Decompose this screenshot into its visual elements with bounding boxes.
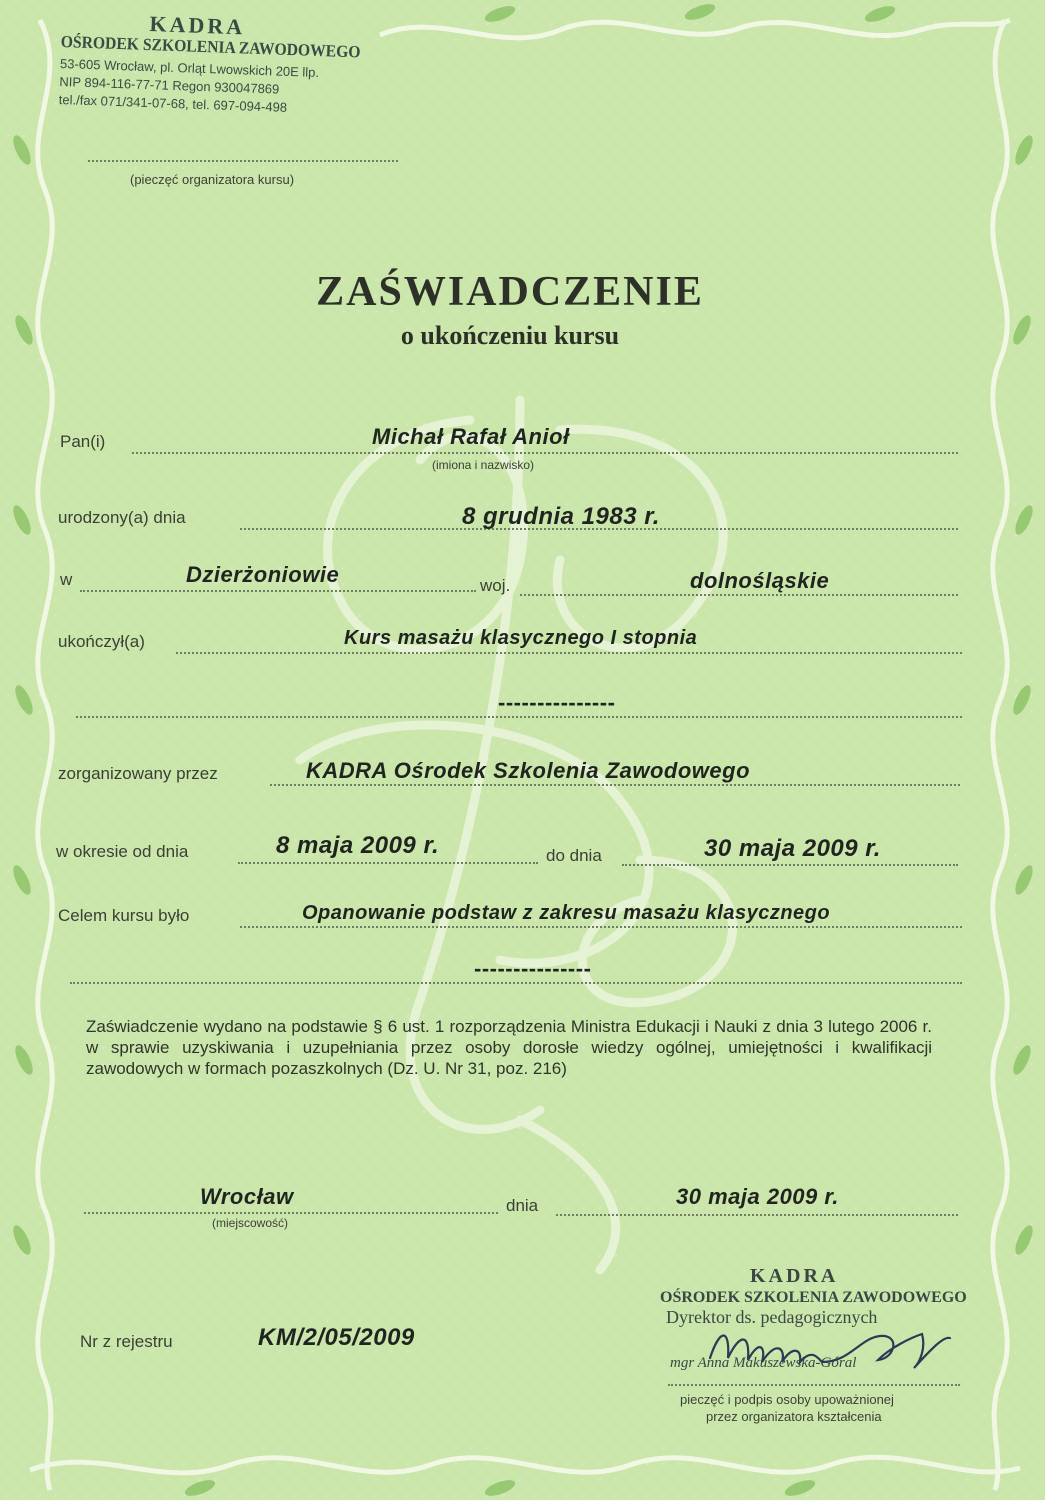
handwritten-signature — [700, 1318, 960, 1378]
signature-dotted-line — [668, 1384, 960, 1386]
period-from-value: 8 maja 2009 r. — [276, 832, 440, 859]
goal-dotted-line-2 — [70, 982, 962, 984]
dnia-label: dnia — [506, 1196, 539, 1215]
signature-caption-1: pieczęć i podpis osoby upoważnionej — [680, 1392, 894, 1407]
period-label: w okresie od dnia — [56, 842, 189, 861]
w-label: w — [60, 570, 73, 589]
director-stamp-full-name: OŚRODEK SZKOLENIA ZAWODOWEGO — [660, 1289, 967, 1306]
period-from-dotted-line — [238, 862, 538, 864]
course-value: Kurs masażu klasycznego I stopnia — [344, 627, 698, 649]
issue-place-caption: (miejscowość) — [212, 1216, 289, 1230]
goal-label: Celem kursu było — [58, 906, 190, 925]
page-title: ZAŚWIADCZENIE — [316, 269, 704, 315]
page-subtitle: o ukończeniu kursu — [400, 321, 620, 350]
director-role: Dyrektor ds. pedagogicznych — [666, 1307, 878, 1327]
name-dotted-line — [132, 452, 958, 454]
woj-value: dolnośląskie — [690, 568, 830, 593]
pan-label: Pan(i) — [60, 432, 106, 451]
stamp-dotted-line — [88, 160, 398, 162]
register-value: KM/2/05/2009 — [258, 1324, 415, 1351]
organized-dotted-line — [270, 784, 960, 786]
issue-place-dotted-line — [84, 1212, 498, 1214]
goal-dash: --------------- — [474, 956, 592, 981]
to-label: do dnia — [546, 846, 602, 865]
stamp-phones: tel./fax 071/341-07-68, tel. 697-094-498 — [58, 91, 288, 115]
issue-date-dotted-line — [556, 1214, 958, 1216]
course-dash: --------------- — [498, 690, 616, 715]
period-to-value: 30 maja 2009 r. — [704, 835, 881, 862]
stamp-full-name: OŚRODEK SZKOLENIA ZAWODOWEGO — [60, 31, 361, 62]
signature-caption-2: przez organizatora kształcenia — [706, 1409, 882, 1424]
issue-place-value: Wrocław — [200, 1184, 294, 1209]
issue-date-value: 30 maja 2009 r. — [676, 1184, 839, 1209]
course-dotted-line-2 — [76, 716, 962, 718]
director-name: mgr Anna Makuszewska-Góral — [670, 1355, 857, 1371]
finished-label: ukończył(a) — [58, 632, 145, 651]
name-caption: (imiona i nazwisko) — [432, 458, 535, 472]
period-to-dotted-line — [622, 864, 958, 866]
goal-dotted-line — [240, 926, 962, 928]
stamp-nip-regon: NIP 894-116-77-71 Regon 930047869 — [59, 73, 280, 97]
organizer-caption: (pieczęć organizatora kursu) — [130, 172, 295, 187]
legal-basis-text: Zaświadczenie wydano na podstawie § 6 ust. 1 rozporządzenia Ministra Edukacji i Nauki z dnia 3 lutego 2006 r. w sprawie uzyskiwania i uzupełniania przez osoby dorosłe wiedzy ogólnej, umiejętności i kwalifikacji zawodowych w formach pozaszkolnych (Dz. U. Nr 31, poz. 216) — [86, 1017, 932, 1078]
name-value: Michał Rafał Anioł — [372, 424, 570, 449]
stamp-address: 53-605 Wrocław, pl. Orląt Lwowskich 20E llp. — [59, 55, 320, 81]
register-label: Nr z rejestru — [80, 1332, 173, 1351]
place-value: Dzierżoniowie — [186, 562, 340, 587]
woj-label: woj. — [480, 576, 511, 595]
born-label: urodzony(a) dnia — [58, 508, 186, 527]
woj-dotted-line — [520, 594, 958, 596]
goal-value: Opanowanie podstaw z zakresu masażu klasycznego — [302, 902, 831, 924]
stamp-kadra: KADRA — [149, 11, 246, 40]
place-dotted-line — [80, 590, 476, 592]
organized-label: zorganizowany przez — [58, 764, 218, 783]
organized-value: KADRA Ośrodek Szkolenia Zawodowego — [306, 758, 751, 783]
course-dotted-line — [176, 652, 962, 654]
director-stamp-kadra: KADRA — [750, 1265, 839, 1287]
born-value: 8 grudnia 1983 r. — [462, 503, 660, 530]
